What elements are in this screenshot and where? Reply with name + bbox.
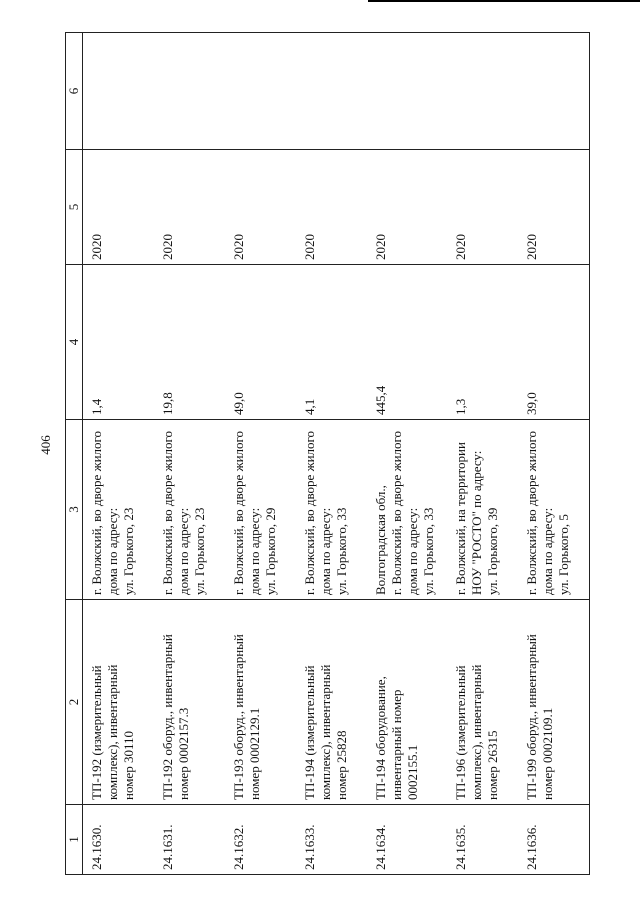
object-name: ТП-194 оборудование, инвентарный номер 0002155.1 [367, 600, 447, 805]
object-year: 2020 [154, 150, 225, 265]
object-value: 39,0 [518, 265, 590, 420]
row-number: 24.1631. [154, 805, 225, 875]
column-header-5: 5 [66, 150, 83, 265]
column-header-3: 3 [66, 420, 83, 600]
property-table [65, 32, 590, 875]
object-extra [154, 33, 225, 150]
object-year: 2020 [518, 150, 590, 265]
object-extra [83, 33, 155, 150]
object-name: ТП-196 (измерительный комплекс), инвентарный номер 26315 [447, 600, 518, 805]
object-name: ТП-193 оборуд., инвентарный номер 0002129.1 [225, 600, 296, 805]
object-address: г. Волжский, во дворе жилого дома по адресу: ул. Горького, 23 [154, 420, 225, 600]
table-row [83, 33, 155, 875]
row-number: 24.1633. [296, 805, 367, 875]
object-year: 2020 [83, 150, 155, 265]
object-name: ТП-192 оборуд., инвентарный номер 0002157.3 [154, 600, 225, 805]
object-value: 1,3 [447, 265, 518, 420]
row-number: 24.1630. [83, 805, 155, 875]
table-row [518, 33, 590, 875]
header-row [66, 33, 83, 875]
object-address: г. Волжский, на территории НОУ "РОСТО" по адресу: ул. Горького, 39 [447, 420, 518, 600]
object-value: 4,1 [296, 265, 367, 420]
object-name: ТП-194 (измерительный комплекс), инвентарный номер 25828 [296, 600, 367, 805]
table-row [154, 33, 225, 875]
object-year: 2020 [367, 150, 447, 265]
table-row [225, 33, 296, 875]
row-number: 24.1635. [447, 805, 518, 875]
object-value: 19,8 [154, 265, 225, 420]
object-year: 2020 [447, 150, 518, 265]
object-address: г. Волжский, во дворе жилого дома по адресу: ул. Горького, 29 [225, 420, 296, 600]
object-extra [296, 33, 367, 150]
row-number: 24.1634. [367, 805, 447, 875]
object-value: 445,4 [367, 265, 447, 420]
object-name: ТП-192 (измерительный комплекс), инвентарный номер 30110 [83, 600, 155, 805]
object-year: 2020 [225, 150, 296, 265]
object-extra [367, 33, 447, 150]
column-header-6: 6 [66, 33, 83, 150]
object-name: ТП-199 оборуд., инвентарный номер 0002109.1 [518, 600, 590, 805]
table-row [367, 33, 447, 875]
object-address: г. Волжский, во дворе жилого дома по адресу: ул. Горького, 5 [518, 420, 590, 600]
row-number: 24.1632. [225, 805, 296, 875]
column-header-2: 2 [66, 600, 83, 805]
object-extra [225, 33, 296, 150]
row-number: 24.1636. [518, 805, 590, 875]
object-address: г. Волжский, во дворе жилого дома по адресу: ул. Горького, 23 [83, 420, 155, 600]
object-value: 1,4 [83, 265, 155, 420]
object-extra [518, 33, 590, 150]
object-address: Волгоградская обл., г. Волжский, во дворе жилого дома по адресу: ул. Горького, 33 [367, 420, 447, 600]
table-row [296, 33, 367, 875]
object-address: г. Волжский, во дворе жилого дома по адресу: ул. Горького, 33 [296, 420, 367, 600]
column-header-4: 4 [66, 265, 83, 420]
object-extra [447, 33, 518, 150]
page-number: 406 [38, 435, 53, 455]
column-header-1: 1 [66, 805, 83, 875]
table-row [447, 33, 518, 875]
object-year: 2020 [296, 150, 367, 265]
object-value: 49,0 [225, 265, 296, 420]
